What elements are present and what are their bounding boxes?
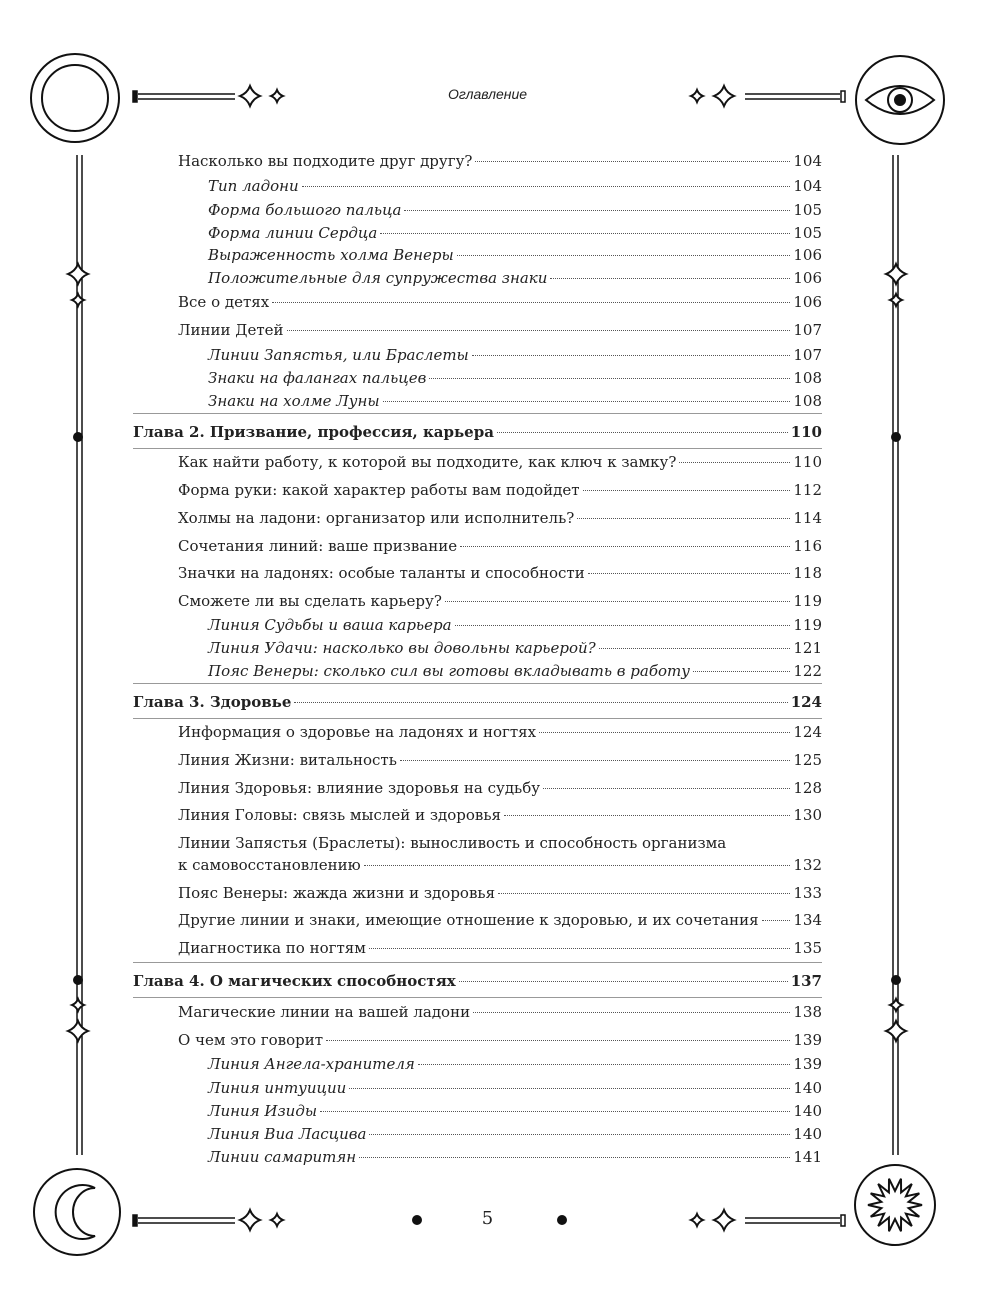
toc-chapter[interactable]: [133, 970, 822, 992]
dot-leader: [457, 255, 791, 256]
toc-entry[interactable]: [208, 199, 822, 221]
toc-entry-title: Знаки на холме Луны: [208, 392, 380, 410]
toc-entry-title: Форма руки: какой характер работы вам подойдет: [178, 481, 580, 499]
dot-leader: [369, 1134, 790, 1135]
toc-entry-title: Линия Головы: связь мыслей и здоровья: [178, 806, 501, 824]
toc-entry-title: Сочетания линий: ваше призвание: [178, 537, 458, 555]
toc-page-number: 135: [793, 939, 822, 957]
toc-page-number: 108: [793, 392, 822, 410]
toc-entry-title: Линия Удачи: насколько вы довольны карьерой?: [208, 639, 596, 657]
dot-leader: [504, 815, 790, 816]
sparkle-star-icon: [886, 264, 906, 284]
dot-leader: [539, 732, 790, 733]
chapter-divider: [133, 683, 822, 684]
toc-entry[interactable]: [178, 150, 822, 172]
chapter-divider: [133, 962, 822, 963]
toc-entry[interactable]: [178, 291, 822, 313]
toc-page-number: 106: [793, 293, 822, 311]
toc-entry[interactable]: [208, 267, 822, 289]
toc-page-number: 116: [793, 537, 822, 555]
toc-page-number: 132: [793, 856, 822, 874]
dot-leader: [460, 546, 790, 547]
toc-entry-title: О чем это говорит: [178, 1031, 324, 1049]
toc-entry-title: Магические линии на вашей ладони: [178, 1003, 471, 1021]
toc-entry-title: к самовосстановлению: [178, 856, 361, 874]
chapter-divider: [133, 718, 822, 719]
toc-entry-title: Линии самаритян: [208, 1148, 357, 1166]
toc-page-number: 140: [793, 1079, 822, 1097]
toc-page-number: 139: [793, 1055, 822, 1073]
toc-page-number: 118: [793, 564, 822, 582]
dot-leader: [693, 671, 790, 672]
toc-entry[interactable]: [178, 451, 822, 473]
toc-page-number: 122: [793, 662, 822, 680]
toc-entry-title: Сможете ли вы сделать карьеру?: [178, 592, 442, 610]
toc-page-number: 107: [793, 321, 822, 339]
toc-entry-title: Пояс Венеры: жажда жизни и здоровья: [178, 884, 496, 902]
toc-entry[interactable]: [178, 590, 822, 612]
toc-entry-title: Тип ладони: [208, 177, 299, 195]
toc-entry[interactable]: [178, 777, 822, 799]
dot-leader: [543, 788, 790, 789]
toc-entry-title: Линии Запястья (Браслеты): выносливость и способность организма: [178, 834, 727, 852]
toc-entry[interactable]: [208, 390, 822, 412]
sparkle-star-icon: [890, 294, 902, 306]
toc-page-number: 112: [793, 481, 822, 499]
page-number: 5: [481, 1208, 494, 1229]
toc-page-number: 140: [793, 1125, 822, 1143]
toc-entry-title: Пояс Венеры: сколько сил вы готовы вкладывать в работу: [208, 662, 690, 680]
toc-page-number: 134: [793, 911, 822, 929]
dot-leader: [550, 278, 790, 279]
toc-page-number: 105: [793, 224, 822, 242]
toc-entry[interactable]: [178, 319, 822, 341]
toc-entry[interactable]: [178, 562, 822, 584]
dot-leader: [383, 401, 791, 402]
toc-entry-title: Линии Запястья, или Браслеты: [208, 346, 469, 364]
toc-page-number: 140: [793, 1102, 822, 1120]
sparkle-star-icon: [68, 1021, 88, 1041]
dot-leader: [599, 648, 791, 649]
toc-entry-title: Все о детях: [178, 293, 270, 311]
toc-entry-title: Линия Изиды: [208, 1102, 318, 1120]
toc-entry[interactable]: [178, 882, 822, 904]
dot-leader: [418, 1064, 791, 1065]
sparkle-star-icon: [68, 264, 88, 284]
dot-leader: [475, 161, 790, 162]
toc-entry[interactable]: [178, 749, 822, 771]
toc-entry-title: Линии Детей: [178, 321, 284, 339]
dot-leader: [320, 1111, 790, 1112]
toc-page-number: 105: [793, 201, 822, 219]
chapter-divider: [133, 413, 822, 414]
dot-leader: [359, 1157, 790, 1158]
dot-leader: [679, 462, 790, 463]
toc-entry-title: Знаки на фалангах пальцев: [208, 369, 427, 387]
toc-entry[interactable]: [208, 637, 822, 659]
toc-entry[interactable]: [208, 222, 822, 244]
toc-page-number: 137: [790, 972, 822, 990]
toc-entry[interactable]: [178, 535, 822, 557]
sparkle-star-icon: [886, 1021, 906, 1041]
toc-entry-title: Как найти работу, к которой вы подходите, как ключ к замку?: [178, 453, 677, 471]
dot-leader: [459, 981, 788, 982]
toc-page-number: 124: [790, 693, 822, 711]
dot-leader: [302, 186, 791, 187]
dot-leader: [272, 302, 790, 303]
dot-leader: [445, 601, 790, 602]
toc-entry-title: Линия Виа Ласцива: [208, 1125, 367, 1143]
toc-entry-title: Значки на ладонях: особые таланты и способности: [178, 564, 585, 582]
toc-page-number: 110: [790, 423, 822, 441]
toc-entry[interactable]: [208, 614, 822, 636]
toc-entry-title: Линия интуиции: [208, 1079, 347, 1097]
toc-entry-title: Положительные для супружества знаки: [208, 269, 548, 287]
toc-page-number: 125: [793, 751, 822, 769]
toc-entry[interactable]: [208, 1123, 822, 1145]
toc-entry[interactable]: [208, 175, 822, 197]
toc-page-number: 121: [793, 639, 822, 657]
dot-leader: [404, 210, 790, 211]
dot-leader: [287, 330, 791, 331]
toc-entry-title: Насколько вы подходите друг другу?: [178, 152, 473, 170]
dot-leader: [326, 1040, 790, 1041]
toc-page-number: 106: [793, 246, 822, 264]
toc-page-number: 114: [793, 509, 822, 527]
toc-page-number: 108: [793, 369, 822, 387]
toc-page-number: 104: [793, 152, 822, 170]
toc-entry[interactable]: [208, 367, 822, 389]
toc-entry[interactable]: [178, 1029, 822, 1051]
toc-entry[interactable]: [208, 344, 822, 366]
chapter-divider: [133, 997, 822, 998]
dot-leader: [294, 702, 787, 703]
toc-page-number: 130: [793, 806, 822, 824]
toc-entry[interactable]: [208, 1146, 822, 1168]
toc-page-number: 138: [793, 1003, 822, 1021]
toc-entry-title: Линия Ангела-хранителя: [208, 1055, 415, 1073]
toc-entry[interactable]: [178, 909, 822, 931]
toc-page-number: 128: [793, 779, 822, 797]
toc-page-number: 107: [793, 346, 822, 364]
toc-chapter[interactable]: [133, 691, 822, 713]
dot-leader: [369, 948, 790, 949]
toc-entry-title: Диагностика по ногтям: [178, 939, 366, 957]
toc-entry-title: Линия Жизни: витальность: [178, 751, 397, 769]
toc-page-number: 139: [793, 1031, 822, 1049]
toc-page-number: 133: [793, 884, 822, 902]
toc-page-number: 141: [793, 1148, 822, 1166]
dot-leader: [429, 378, 790, 379]
toc-entry-title: Форма линии Сердца: [208, 224, 378, 242]
chapter-divider: [133, 448, 822, 449]
toc-entry[interactable]: [178, 854, 822, 876]
toc-entry-title: Линия Здоровья: влияние здоровья на судьбу: [178, 779, 541, 797]
toc-entry[interactable]: [208, 660, 822, 682]
sparkle-star-icon: [890, 999, 902, 1011]
sun-icon: [855, 1165, 935, 1245]
dot-leader: [577, 518, 790, 519]
toc-entry[interactable]: [208, 1077, 822, 1099]
dot-leader: [497, 432, 788, 433]
toc-entry[interactable]: [208, 244, 822, 266]
toc-entry[interactable]: [178, 937, 822, 959]
toc-entry[interactable]: [178, 507, 822, 529]
dot-leader: [498, 893, 790, 894]
toc-entry[interactable]: [208, 1053, 822, 1075]
toc-entry[interactable]: [208, 1100, 822, 1122]
toc-entry-title: Выраженность холма Венеры: [208, 246, 454, 264]
toc-entry-title: Линия Судьбы и ваша карьера: [208, 616, 452, 634]
toc-chapter[interactable]: [133, 421, 822, 443]
toc-entry[interactable]: [178, 721, 822, 743]
dot-leader: [455, 625, 791, 626]
toc-entry-title: Информация о здоровье на ладонях и ногтях: [178, 723, 537, 741]
toc-entry-title: Глава 2. Призвание, профессия, карьера: [133, 423, 494, 441]
toc-entry-title: Глава 3. Здоровье: [133, 693, 292, 711]
toc-page-number: 110: [793, 453, 822, 471]
toc-entry[interactable]: [178, 479, 822, 501]
toc-page-number: 106: [793, 269, 822, 287]
toc-page-number: 119: [793, 592, 822, 610]
toc-page-number: 119: [793, 616, 822, 634]
dot-leader: [472, 355, 791, 356]
toc-entry[interactable]: [178, 804, 822, 826]
dot-leader: [588, 573, 791, 574]
running-header: Оглавление: [447, 86, 528, 102]
dot-leader: [400, 760, 790, 761]
toc-page-number: 104: [793, 177, 822, 195]
toc-entry[interactable]: [178, 1001, 822, 1023]
toc-entry-title: Форма большого пальца: [208, 201, 402, 219]
dot-leader: [762, 920, 791, 921]
dot-leader: [364, 865, 791, 866]
dot-leader: [473, 1012, 790, 1013]
toc-entry-title: Холмы на ладони: организатор или исполнитель?: [178, 509, 575, 527]
toc-entry-title: Другие линии и знаки, имеющие отношение к здоровью, и их сочетания: [178, 911, 759, 929]
dot-leader: [349, 1088, 790, 1089]
dot-leader: [380, 233, 790, 234]
dot-leader: [583, 490, 791, 491]
toc-entry-title: Глава 4. О магических способностях: [133, 972, 456, 990]
toc-page-number: 124: [793, 723, 822, 741]
